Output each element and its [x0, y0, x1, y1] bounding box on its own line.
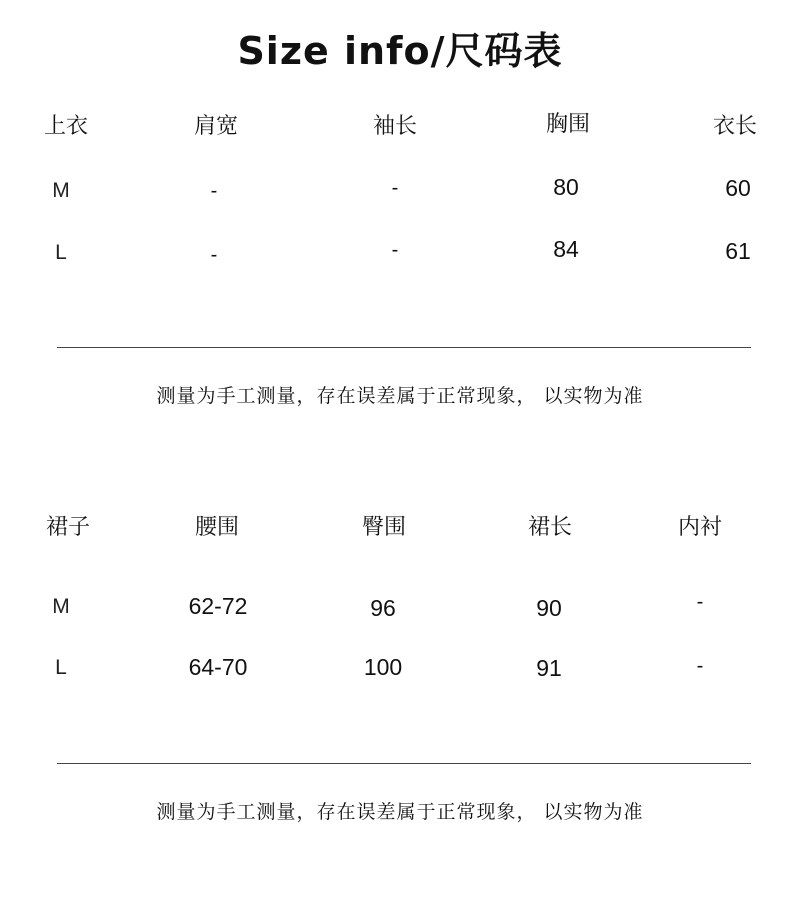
- size-label: L: [55, 656, 67, 679]
- size-label: L: [55, 241, 67, 264]
- header-category: 上衣: [43, 114, 89, 139]
- lining-value: -: [696, 655, 704, 677]
- shoulder-value: -: [210, 180, 218, 202]
- hip-value: 100: [363, 654, 403, 680]
- skirt-length-value: 91: [536, 655, 562, 681]
- lining-value: -: [696, 591, 704, 613]
- measurement-note: 测量为手工测量，存在误差属于正常现象， 以实物为准: [156, 385, 644, 407]
- waist-value: 62-72: [188, 593, 248, 619]
- measurement-note: 测量为手工测量，存在误差属于正常现象， 以实物为准: [156, 801, 644, 823]
- divider: [57, 763, 751, 764]
- header-length: 衣长: [712, 114, 758, 139]
- length-value: 61: [725, 238, 751, 264]
- header-sleeve: 袖长: [372, 114, 418, 139]
- chest-value: 80: [553, 174, 579, 200]
- hip-value: 96: [370, 595, 396, 621]
- header-shoulder: 肩宽: [193, 114, 239, 139]
- waist-value: 64-70: [188, 654, 248, 680]
- header-waist: 腰围: [194, 515, 240, 540]
- skirt-length-value: 90: [536, 595, 562, 621]
- divider: [57, 347, 751, 348]
- header-lining: 内衬: [677, 515, 723, 540]
- header-chest: 胸围: [545, 112, 591, 137]
- sleeve-value: -: [391, 239, 399, 261]
- chest-value: 84: [553, 236, 579, 262]
- length-value: 60: [725, 175, 751, 201]
- shoulder-value: -: [210, 244, 218, 266]
- size-label: M: [52, 179, 70, 202]
- sleeve-value: -: [391, 177, 399, 199]
- header-category: 裙子: [45, 515, 91, 540]
- header-skirt-length: 裙长: [527, 515, 573, 540]
- size-label: M: [52, 595, 70, 618]
- page-title: Size info/尺码表: [237, 29, 563, 73]
- header-hip: 臀围: [361, 515, 407, 540]
